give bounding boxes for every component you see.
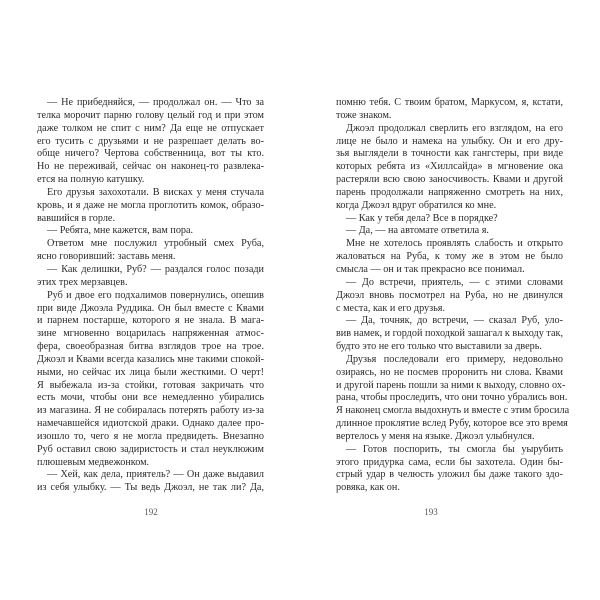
text-line: Джоэл и Квами всегда казались мне такими спокой- <box>37 353 264 365</box>
text-line: ровяка, как он. <box>336 482 400 494</box>
text-line: озираясь, но не посмев проронить ни слова. Квами <box>336 366 563 378</box>
text-line: смысла — он и так прекрасно все понимал. <box>336 263 525 275</box>
text-line: растеряли всю свою заносчивость. Квами и другой <box>336 174 563 186</box>
text-line: рана, чтобы проследить, что они точно убрались вон. <box>336 392 568 404</box>
text-line: когда Джоэл вдруг обратился ко мне. <box>336 199 497 211</box>
right-page-text <box>336 97 570 495</box>
text-line: намечавшейся идиотской драки. Однако далее про- <box>37 418 264 430</box>
text-line: вив намек, и гордой походкой зашагал к выходу так, <box>336 328 563 340</box>
right-page-number: 193 <box>424 507 438 517</box>
text-line: ется на полную катушку. <box>37 174 145 186</box>
text-line: — До встречи, приятель, — с этими словами <box>346 276 563 288</box>
text-line: — Как делишки, Руб? — раздался голос позади <box>47 263 264 275</box>
text-line: Друзья последовали его примеру, недовольно <box>346 353 563 365</box>
text-line: обще ничего? Чертова собственница, вот ты кто. <box>37 148 264 160</box>
left-page-number: 192 <box>144 507 158 517</box>
text-line: парень продолжали напряженно смотреть на них, <box>336 186 563 198</box>
left-page-text <box>37 97 264 495</box>
text-line: телка морочит парню голову целый год и при этом <box>37 109 264 121</box>
text-line: и другой парень пошли за ними к выходу, словно ох- <box>336 379 566 391</box>
right-page <box>336 97 570 495</box>
text-line: зине мгновенно воцарилась напряженная атмос- <box>37 328 264 340</box>
text-line: есть мочи, чтобы они все немедленно убирались <box>37 392 264 404</box>
text-line: вавшийся в горле. <box>37 212 115 224</box>
text-line: его тусить с друзьями и не разрешает делать во- <box>37 135 264 147</box>
text-line: Руб и двое его подхалимов повернулись, опешив <box>47 289 264 301</box>
text-line: — Не прибедняйся, — продолжал он. — Что за <box>47 97 264 108</box>
text-line: Джоэл вновь посмотрел на Руба, но не двинулся <box>336 289 563 301</box>
text-line: — Да, точняк, до встречи, — сказал Руб, уло- <box>346 315 563 327</box>
text-line: вертелось у меня на языке. Джоэл улыбнулся. <box>336 430 535 442</box>
text-line: длинное проклятие вслед Рубу, которое все это время <box>336 418 568 430</box>
text-line: Я наконец смогла выдохнуть и вместе с этим бросила <box>336 405 570 417</box>
text-line: этих трех мерзавцев. <box>37 276 128 288</box>
text-line: Я выбежала из-за стойки, готовая закричать что <box>37 379 264 391</box>
text-line: и парнем постарше, которого я не знала. В мага- <box>37 315 264 327</box>
text-line: — Ребята, мне кажется, вам пора. <box>47 225 194 237</box>
text-line: из магазина. Я не собиралась потерять работу из-за <box>37 405 264 417</box>
text-line: фера, своеобразная битва взглядов трое на трое. <box>37 341 264 353</box>
text-line: из себя улыбку. — Ты ведь Джоэл, не так ли? Да, <box>37 482 264 494</box>
text-line: Его друзья захохотали. В висках у меня стучала <box>47 186 264 198</box>
left-page <box>37 97 264 495</box>
text-line: Но не переживай, сейчас он наконец-то развлека- <box>37 161 264 173</box>
text-line: помню тебя. С твоим братом, Маркусом, я, кстати, <box>336 97 563 108</box>
text-line: Мне не хотелось проявлять слабость и открыто <box>346 238 563 250</box>
text-line: с места, как и его друзья. <box>336 302 446 314</box>
text-line: даже толком не спит с ним? Да еще не отпускает <box>37 122 264 134</box>
text-line: Джоэл продолжал сверлить его взглядом, на его <box>346 122 563 134</box>
text-line: жаловаться на Руба, к тому же в этом не было <box>336 251 563 263</box>
text-line: — Как у тебя дела? Все в порядке? <box>346 212 498 224</box>
text-line: тоже знаком. <box>336 109 392 121</box>
text-line: плюшевым медвежонком. <box>37 456 150 468</box>
text-line: изошло то, чего я не могла предвидеть. Внезапно <box>37 430 264 442</box>
text-line: кровь, и я даже не могла проглотить комок, образо- <box>37 199 264 211</box>
text-line: Руб оставил свою задиристость и стал неуклюжим <box>37 443 264 455</box>
text-line: лице не было и намека на улыбку. Он и его дру- <box>336 135 563 147</box>
text-line: Ответом мне послужил утробный смех Руба, <box>47 238 264 250</box>
text-line: — Да, — на автомате ответила я. <box>346 225 489 237</box>
text-line: ными, но сейчас их лица были жесткими. О черт! <box>37 366 264 378</box>
text-line: этого придурка сама, если бы захотела. Один бы- <box>336 456 563 468</box>
text-line: при виде Джоэла Руддика. Он был вместе с Квами <box>37 302 264 314</box>
text-line: будто это не его только что выставили за дверь. <box>336 341 542 353</box>
text-line: зья выглядели в точности как гангстеры, при виде <box>336 148 563 160</box>
text-line: — Готов поспорить, ты смогла бы уырубить <box>346 443 563 455</box>
text-line: ясно говоривший: заставь меня. <box>37 251 176 263</box>
text-line: которых ребята из «Хиллсайда» в мгновение ока <box>336 161 563 173</box>
text-line: стрый удар в челюсть уложил бы даже такого здо- <box>336 469 563 481</box>
text-line: — Хей, как дела, приятель? — Он даже выдавил <box>47 469 264 481</box>
